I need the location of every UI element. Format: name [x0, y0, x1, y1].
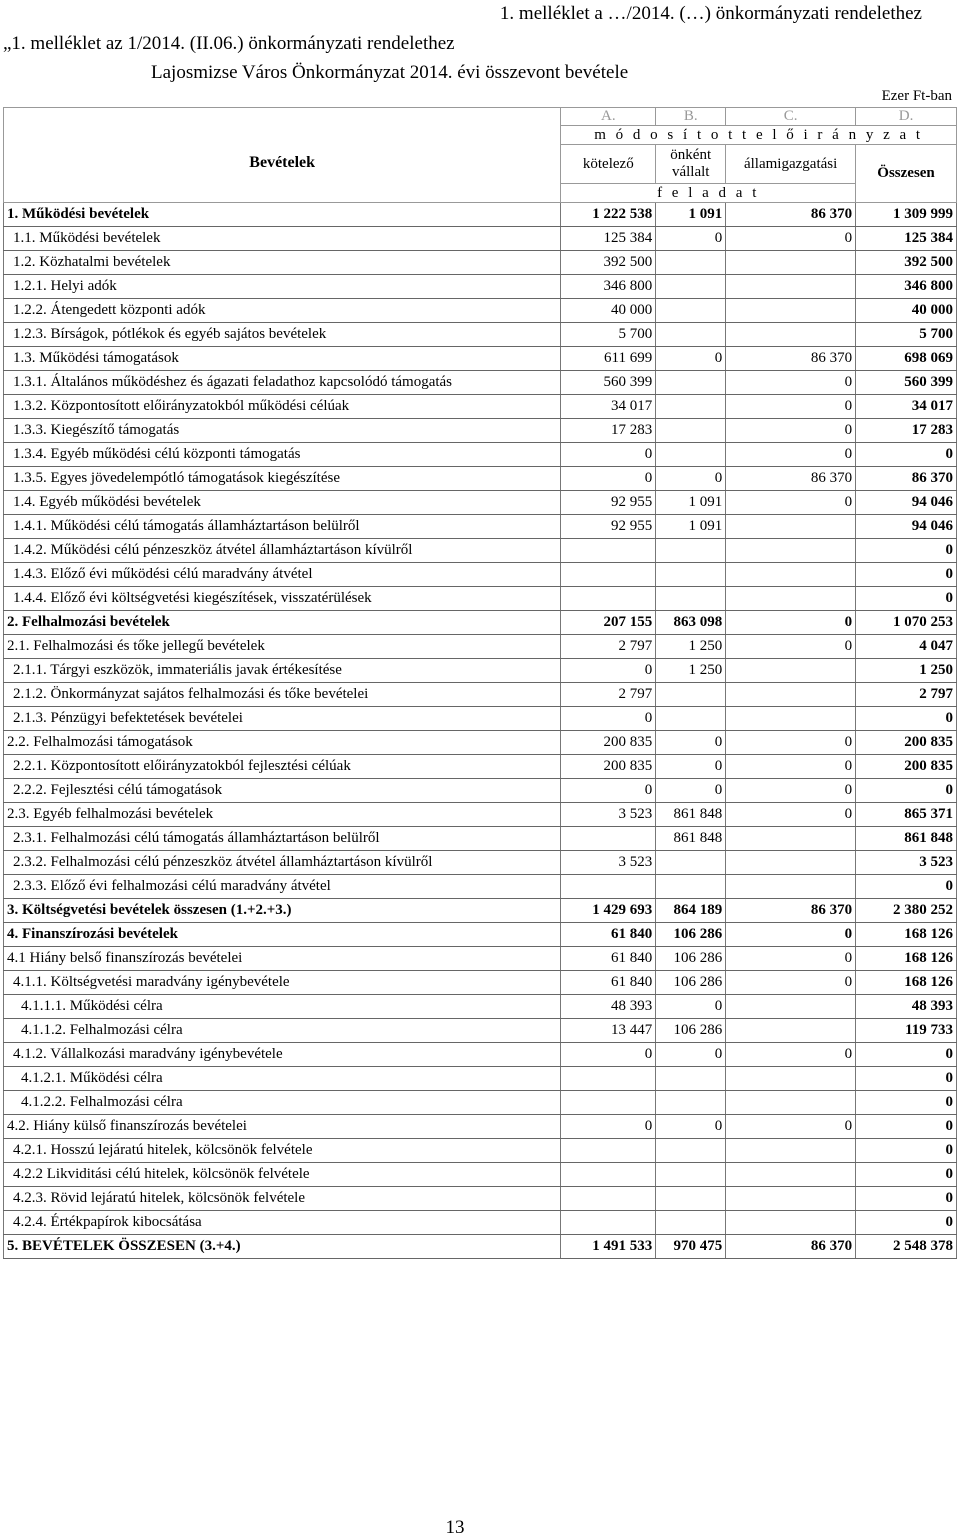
row-label: 1.4.1. Működési célú támogatás államháztartáson belülről	[4, 515, 561, 539]
onkent-vallalt-value: 1 091	[656, 491, 726, 515]
osszesen-value: 560 399	[856, 371, 957, 395]
row-label: 4.1.1. Költségvetési maradvány igénybevétele	[4, 971, 561, 995]
allamigazgatasi-value: 0	[726, 227, 856, 251]
table-row	[4, 635, 957, 659]
onkent-vallalt-value	[656, 275, 726, 299]
row-label: 1.1. Működési bevételek	[4, 227, 561, 251]
osszesen-value: 4 047	[856, 635, 957, 659]
table-head	[4, 108, 957, 203]
kotelezo-value: 0	[561, 707, 656, 731]
allamigazgatasi-value	[726, 707, 856, 731]
row-label: 1.2.1. Helyi adók	[4, 275, 561, 299]
row-label: 2.3.2. Felhalmozási célú pénzeszköz átvétel államháztartáson kívülről	[4, 851, 561, 875]
kotelezo-value: 207 155	[561, 611, 656, 635]
osszesen-value: 168 126	[856, 947, 957, 971]
table-row	[4, 323, 957, 347]
osszesen-value: 0	[856, 779, 957, 803]
onkent-vallalt-value	[656, 707, 726, 731]
table-row	[4, 347, 957, 371]
osszesen-value: 119 733	[856, 1019, 957, 1043]
onkent-vallalt-value: 0	[656, 347, 726, 371]
kotelezo-value: 1 429 693	[561, 899, 656, 923]
allamigazgatasi-value: 86 370	[726, 203, 856, 227]
kotelezo-value	[561, 1091, 656, 1115]
row-label: 5. BEVÉTELEK ÖSSZESEN (3.+4.)	[4, 1235, 561, 1259]
annex-reference-original: „1. melléklet az 1/2014. (II.06.) önkormányzati rendelethez	[3, 33, 455, 54]
kotelezo-value: 125 384	[561, 227, 656, 251]
table-row	[4, 923, 957, 947]
table-row	[4, 227, 957, 251]
kotelezo-value	[561, 875, 656, 899]
onkent-vallalt-value: 864 189	[656, 899, 726, 923]
kotelezo-value: 0	[561, 779, 656, 803]
row-label: 4.1.1.1. Működési célra	[4, 995, 561, 1019]
table-row	[4, 899, 957, 923]
allamigazgatasi-value: 0	[726, 803, 856, 827]
allamigazgatasi-value: 0	[726, 491, 856, 515]
row-label: 2.2.1. Központosított előirányzatokból fejlesztési célúak	[4, 755, 561, 779]
table-row	[4, 467, 957, 491]
table-row	[4, 683, 957, 707]
table-row	[4, 275, 957, 299]
allamigazgatasi-value	[726, 827, 856, 851]
row-label: 1. Működési bevételek	[4, 203, 561, 227]
row-label: 1.2. Közhatalmi bevételek	[4, 251, 561, 275]
allamigazgatasi-value: 86 370	[726, 1235, 856, 1259]
allamigazgatasi-value	[726, 1163, 856, 1187]
allamigazgatasi-value	[726, 1091, 856, 1115]
table-row	[4, 803, 957, 827]
table-row	[4, 995, 957, 1019]
onkent-vallalt-value	[656, 563, 726, 587]
row-label: 1.3.2. Központosított előirányzatokból működési célúak	[4, 395, 561, 419]
allamigazgatasi-value	[726, 683, 856, 707]
osszesen-value: 0	[856, 443, 957, 467]
osszesen-value: 0	[856, 1163, 957, 1187]
row-label: 3. Költségvetési bevételek összesen (1.+2.+3.)	[4, 899, 561, 923]
table-row	[4, 1091, 957, 1115]
onkent-vallalt-value: 106 286	[656, 947, 726, 971]
onkent-vallalt-value	[656, 1211, 726, 1235]
feladat-header: f e l a d a t	[561, 184, 856, 203]
onkent-vallalt-value: 0	[656, 1115, 726, 1139]
kotelezo-value	[561, 563, 656, 587]
onkent-vallalt-value	[656, 539, 726, 563]
table-row	[4, 971, 957, 995]
table-row	[4, 851, 957, 875]
allamigazgatasi-value: 0	[726, 419, 856, 443]
onkent-vallalt-value: 106 286	[656, 923, 726, 947]
onkent-vallalt-value: 106 286	[656, 1019, 726, 1043]
osszesen-value: 698 069	[856, 347, 957, 371]
kotelezo-value	[561, 1139, 656, 1163]
column-letter-row	[4, 108, 957, 126]
row-label: 1.2.2. Átengedett központi adók	[4, 299, 561, 323]
onkent-vallalt-value: 0	[656, 755, 726, 779]
kotelezo-value: 92 955	[561, 491, 656, 515]
row-label: 2. Felhalmozási bevételek	[4, 611, 561, 635]
allamigazgatasi-value: 86 370	[726, 347, 856, 371]
row-label: 4.1.2. Vállalkozási maradvány igénybevétele	[4, 1043, 561, 1067]
allamigazgatasi-value	[726, 275, 856, 299]
onkent-vallalt-value: 1 250	[656, 659, 726, 683]
col-letter-a: A.	[561, 108, 656, 126]
kotelezo-value: 0	[561, 1115, 656, 1139]
table-row	[4, 947, 957, 971]
row-label: 2.2.2. Fejlesztési célú támogatások	[4, 779, 561, 803]
row-label: 4.1.2.1. Működési célra	[4, 1067, 561, 1091]
onkent-vallalt-value	[656, 419, 726, 443]
onkent-vallalt-value	[656, 875, 726, 899]
row-label: 4.2. Hiány külső finanszírozás bevételei	[4, 1115, 561, 1139]
osszesen-value: 17 283	[856, 419, 957, 443]
kotelezo-value: 0	[561, 1043, 656, 1067]
row-label: 2.1.1. Tárgyi eszközök, immateriális javak értékesítése	[4, 659, 561, 683]
onkent-vallalt-value	[656, 1067, 726, 1091]
onkent-vallalt-value: 0	[656, 779, 726, 803]
annex-reference: 1. melléklet a …/2014. (…) önkormányzati rendelethez	[499, 3, 922, 24]
row-label: 1.2.3. Bírságok, pótlékok és egyéb sajátos bevételek	[4, 323, 561, 347]
allamigazgatasi-value	[726, 515, 856, 539]
row-label: 1.4.2. Működési célú pénzeszköz átvétel államháztartáson kívülről	[4, 539, 561, 563]
table-row	[4, 1115, 957, 1139]
allamigazgatasi-value	[726, 659, 856, 683]
table-body	[4, 203, 957, 1259]
row-label: 4.2.3. Rövid lejáratú hitelek, kölcsönök felvétele	[4, 1187, 561, 1211]
allamigazgatasi-value: 0	[726, 779, 856, 803]
onkent-vallalt-value: 106 286	[656, 971, 726, 995]
kotelezo-value: 40 000	[561, 299, 656, 323]
kotelezo-value	[561, 1067, 656, 1091]
osszesen-value: 861 848	[856, 827, 957, 851]
osszesen-value: 86 370	[856, 467, 957, 491]
onkent-vallalt-value: 861 848	[656, 803, 726, 827]
onkent-vallalt-value: 0	[656, 1043, 726, 1067]
onkent-vallalt-value: 863 098	[656, 611, 726, 635]
osszesen-value: 94 046	[856, 491, 957, 515]
table-row	[4, 563, 957, 587]
onkent-vallalt-value	[656, 371, 726, 395]
table-row	[4, 203, 957, 227]
osszesen-value: 5 700	[856, 323, 957, 347]
row-label: 2.3.1. Felhalmozási célú támogatás államháztartáson belülről	[4, 827, 561, 851]
table-row	[4, 251, 957, 275]
osszesen-value: 0	[856, 1067, 957, 1091]
onkent-vallalt-value	[656, 443, 726, 467]
osszesen-value: 1 250	[856, 659, 957, 683]
table-row	[4, 395, 957, 419]
kotelezo-value: 1 222 538	[561, 203, 656, 227]
unit-label: Ezer Ft-ban	[881, 88, 952, 104]
osszesen-value: 0	[856, 587, 957, 611]
osszesen-value: 0	[856, 1211, 957, 1235]
onkent-vallalt-value	[656, 323, 726, 347]
onkent-vallalt-value: 1 250	[656, 635, 726, 659]
osszesen-value: 2 380 252	[856, 899, 957, 923]
kotelezo-value: 392 500	[561, 251, 656, 275]
row-label: 2.1. Felhalmozási és tőke jellegű bevételek	[4, 635, 561, 659]
osszesen-value: 0	[856, 1043, 957, 1067]
table-row	[4, 1019, 957, 1043]
kotelezo-value: 346 800	[561, 275, 656, 299]
kotelezo-value	[561, 587, 656, 611]
osszesen-value: 346 800	[856, 275, 957, 299]
page-number: 13	[445, 1517, 465, 1538]
table-row	[4, 1139, 957, 1163]
kotelezo-value: 0	[561, 467, 656, 491]
table-row	[4, 299, 957, 323]
table-row	[4, 515, 957, 539]
row-label: 1.3.3. Kiegészítő támogatás	[4, 419, 561, 443]
row-label: 4. Finanszírozási bevételek	[4, 923, 561, 947]
allamigazgatasi-value	[726, 299, 856, 323]
allamigazgatasi-value: 0	[726, 947, 856, 971]
onkent-vallalt-value	[656, 1187, 726, 1211]
allamigazgatasi-value	[726, 995, 856, 1019]
row-label: 1.3.1. Általános működéshez és ágazati feladathoz kapcsolódó támogatás	[4, 371, 561, 395]
row-label: 2.1.3. Pénzügyi befektetések bevételei	[4, 707, 561, 731]
osszesen-value: 48 393	[856, 995, 957, 1019]
osszesen-value: 200 835	[856, 755, 957, 779]
table-row	[4, 1163, 957, 1187]
allamigazgatasi-value	[726, 251, 856, 275]
row-label: 4.1 Hiány belső finanszírozás bevételei	[4, 947, 561, 971]
allamigazgatasi-value: 86 370	[726, 899, 856, 923]
onkent-vallalt-value	[656, 1139, 726, 1163]
row-label: 2.3. Egyéb felhalmozási bevételek	[4, 803, 561, 827]
onkent-vallalt-value	[656, 1163, 726, 1187]
kotelezo-value: 200 835	[561, 755, 656, 779]
table-row	[4, 659, 957, 683]
onkent-vallalt-value: 861 848	[656, 827, 726, 851]
col-letter-d: D.	[856, 108, 957, 126]
osszesen-value: 168 126	[856, 923, 957, 947]
osszesen-value: 3 523	[856, 851, 957, 875]
allamigazgatasi-value	[726, 323, 856, 347]
kotelezo-value: 3 523	[561, 803, 656, 827]
row-label: 2.3.3. Előző évi felhalmozási célú maradvány átvétel	[4, 875, 561, 899]
row-label: 4.1.1.2. Felhalmozási célra	[4, 1019, 561, 1043]
kotelezo-value	[561, 1187, 656, 1211]
table-row	[4, 779, 957, 803]
onkent-vallalt-value	[656, 299, 726, 323]
allamigazgatasi-value: 0	[726, 443, 856, 467]
kotelezo-value: 13 447	[561, 1019, 656, 1043]
osszesen-value: 1 309 999	[856, 203, 957, 227]
table-row	[4, 707, 957, 731]
kotelezo-value: 1 491 533	[561, 1235, 656, 1259]
allamigazgatasi-value: 0	[726, 371, 856, 395]
osszesen-value: 0	[856, 1139, 957, 1163]
allamigazgatasi-value: 0	[726, 1115, 856, 1139]
allamigazgatasi-value	[726, 1019, 856, 1043]
table-row	[4, 611, 957, 635]
allamigazgatasi-value: 0	[726, 923, 856, 947]
allamigazgatasi-value: 0	[726, 611, 856, 635]
kotelezo-value: 5 700	[561, 323, 656, 347]
allamigazgatasi-value: 0	[726, 635, 856, 659]
row-label: 1.4.3. Előző évi működési célú maradvány átvétel	[4, 563, 561, 587]
table-row	[4, 443, 957, 467]
table-row	[4, 1187, 957, 1211]
col-letter-b: B.	[656, 108, 726, 126]
onkent-vallalt-value	[656, 1091, 726, 1115]
osszesen-value: 392 500	[856, 251, 957, 275]
row-label: 4.2.2 Likviditási célú hitelek, kölcsönök felvétele	[4, 1163, 561, 1187]
onkent-vallalt-value	[656, 251, 726, 275]
table-row	[4, 875, 957, 899]
allamigazgatasi-value	[726, 563, 856, 587]
kotelezo-value: 200 835	[561, 731, 656, 755]
row-label: 4.2.1. Hosszú lejáratú hitelek, kölcsönök felvétele	[4, 1139, 561, 1163]
osszesen-value: 0	[856, 1091, 957, 1115]
onkent-vallalt-value: 0	[656, 227, 726, 251]
row-label: 1.3. Működési támogatások	[4, 347, 561, 371]
allamigazgatasi-value	[726, 1139, 856, 1163]
table-row	[4, 1043, 957, 1067]
kotelezo-value	[561, 1211, 656, 1235]
osszesen-value: 0	[856, 707, 957, 731]
kotelezo-value	[561, 1163, 656, 1187]
row-label: 2.2. Felhalmozási támogatások	[4, 731, 561, 755]
onkent-vallalt-value	[656, 851, 726, 875]
table-row	[4, 419, 957, 443]
osszesen-value: 0	[856, 563, 957, 587]
table-row	[4, 1235, 957, 1259]
allamigazgatasi-value: 86 370	[726, 467, 856, 491]
allamigazgatasi-value	[726, 1187, 856, 1211]
allamigazgatasi-value: 0	[726, 395, 856, 419]
table-row	[4, 731, 957, 755]
table-row	[4, 539, 957, 563]
table-row	[4, 755, 957, 779]
row-label: 4.1.2.2. Felhalmozási célra	[4, 1091, 561, 1115]
row-label: 4.2.4. Értékpapírok kibocsátása	[4, 1211, 561, 1235]
modositott-eloiranyzat-header: m ó d o s í t o t t e l ő i r á n y z a t	[561, 126, 957, 145]
onkent-vallalt-header: önként vállalt	[656, 145, 726, 184]
onkent-vallalt-value	[656, 587, 726, 611]
table-row	[4, 371, 957, 395]
row-label: 1.3.5. Egyes jövedelempótló támogatások kiegészítése	[4, 467, 561, 491]
row-label: 1.4. Egyéb működési bevételek	[4, 491, 561, 515]
osszesen-value: 1 070 253	[856, 611, 957, 635]
kotelezo-value: 61 840	[561, 947, 656, 971]
osszesen-value: 0	[856, 875, 957, 899]
osszesen-value: 2 548 378	[856, 1235, 957, 1259]
kotelezo-value: 3 523	[561, 851, 656, 875]
osszesen-value: 168 126	[856, 971, 957, 995]
kotelezo-value: 2 797	[561, 635, 656, 659]
onkent-vallalt-value	[656, 683, 726, 707]
kotelezo-value: 560 399	[561, 371, 656, 395]
allamigazgatasi-value	[726, 1067, 856, 1091]
bevetelek-header: Bevételek	[4, 108, 561, 203]
onkent-vallalt-value	[656, 395, 726, 419]
kotelezo-value: 0	[561, 443, 656, 467]
table-row	[4, 587, 957, 611]
onkent-vallalt-value: 0	[656, 731, 726, 755]
table-row	[4, 491, 957, 515]
osszesen-value: 865 371	[856, 803, 957, 827]
allamigazgatasi-value	[726, 1211, 856, 1235]
page-title: Lajosmizse Város Önkormányzat 2014. évi összevont bevétele	[151, 62, 629, 83]
allamigazgatasi-value: 0	[726, 1043, 856, 1067]
col-letter-c: C.	[726, 108, 856, 126]
row-label: 1.4.4. Előző évi költségvetési kiegészítések, visszatérülések	[4, 587, 561, 611]
osszesen-value: 125 384	[856, 227, 957, 251]
kotelezo-value: 2 797	[561, 683, 656, 707]
allamigazgatasi-value	[726, 875, 856, 899]
allamigazgatasi-value	[726, 587, 856, 611]
osszesen-header: Összesen	[856, 145, 957, 203]
allamigazgatasi-value	[726, 851, 856, 875]
osszesen-value: 94 046	[856, 515, 957, 539]
allamigazgatasi-value: 0	[726, 731, 856, 755]
onkent-vallalt-value: 0	[656, 467, 726, 491]
onkent-vallalt-value: 0	[656, 995, 726, 1019]
onkent-vallalt-value: 1 091	[656, 203, 726, 227]
kotelezo-value: 611 699	[561, 347, 656, 371]
kotelezo-value: 0	[561, 659, 656, 683]
revenue-table	[3, 107, 957, 1259]
onkent-vallalt-value: 1 091	[656, 515, 726, 539]
osszesen-value: 34 017	[856, 395, 957, 419]
row-label: 1.3.4. Egyéb működési célú központi támogatás	[4, 443, 561, 467]
osszesen-value: 40 000	[856, 299, 957, 323]
kotelezo-value: 92 955	[561, 515, 656, 539]
kotelezo-header: kötelező	[561, 145, 656, 184]
allamigazgatasi-value	[726, 539, 856, 563]
kotelezo-value: 34 017	[561, 395, 656, 419]
kotelezo-value: 61 840	[561, 923, 656, 947]
allamigazgatasi-value: 0	[726, 971, 856, 995]
osszesen-value: 200 835	[856, 731, 957, 755]
osszesen-value: 0	[856, 1187, 957, 1211]
allamigazgatasi-value: 0	[726, 755, 856, 779]
table-row	[4, 1067, 957, 1091]
table-row	[4, 1211, 957, 1235]
kotelezo-value: 61 840	[561, 971, 656, 995]
osszesen-value: 0	[856, 1115, 957, 1139]
kotelezo-value	[561, 539, 656, 563]
kotelezo-value: 17 283	[561, 419, 656, 443]
kotelezo-value: 48 393	[561, 995, 656, 1019]
row-label: 2.1.2. Önkormányzat sajátos felhalmozási és tőke bevételei	[4, 683, 561, 707]
kotelezo-value	[561, 827, 656, 851]
osszesen-value: 0	[856, 539, 957, 563]
table-row	[4, 827, 957, 851]
allamigazgatasi-header: államigazgatási	[726, 145, 856, 184]
osszesen-value: 2 797	[856, 683, 957, 707]
onkent-vallalt-value: 970 475	[656, 1235, 726, 1259]
